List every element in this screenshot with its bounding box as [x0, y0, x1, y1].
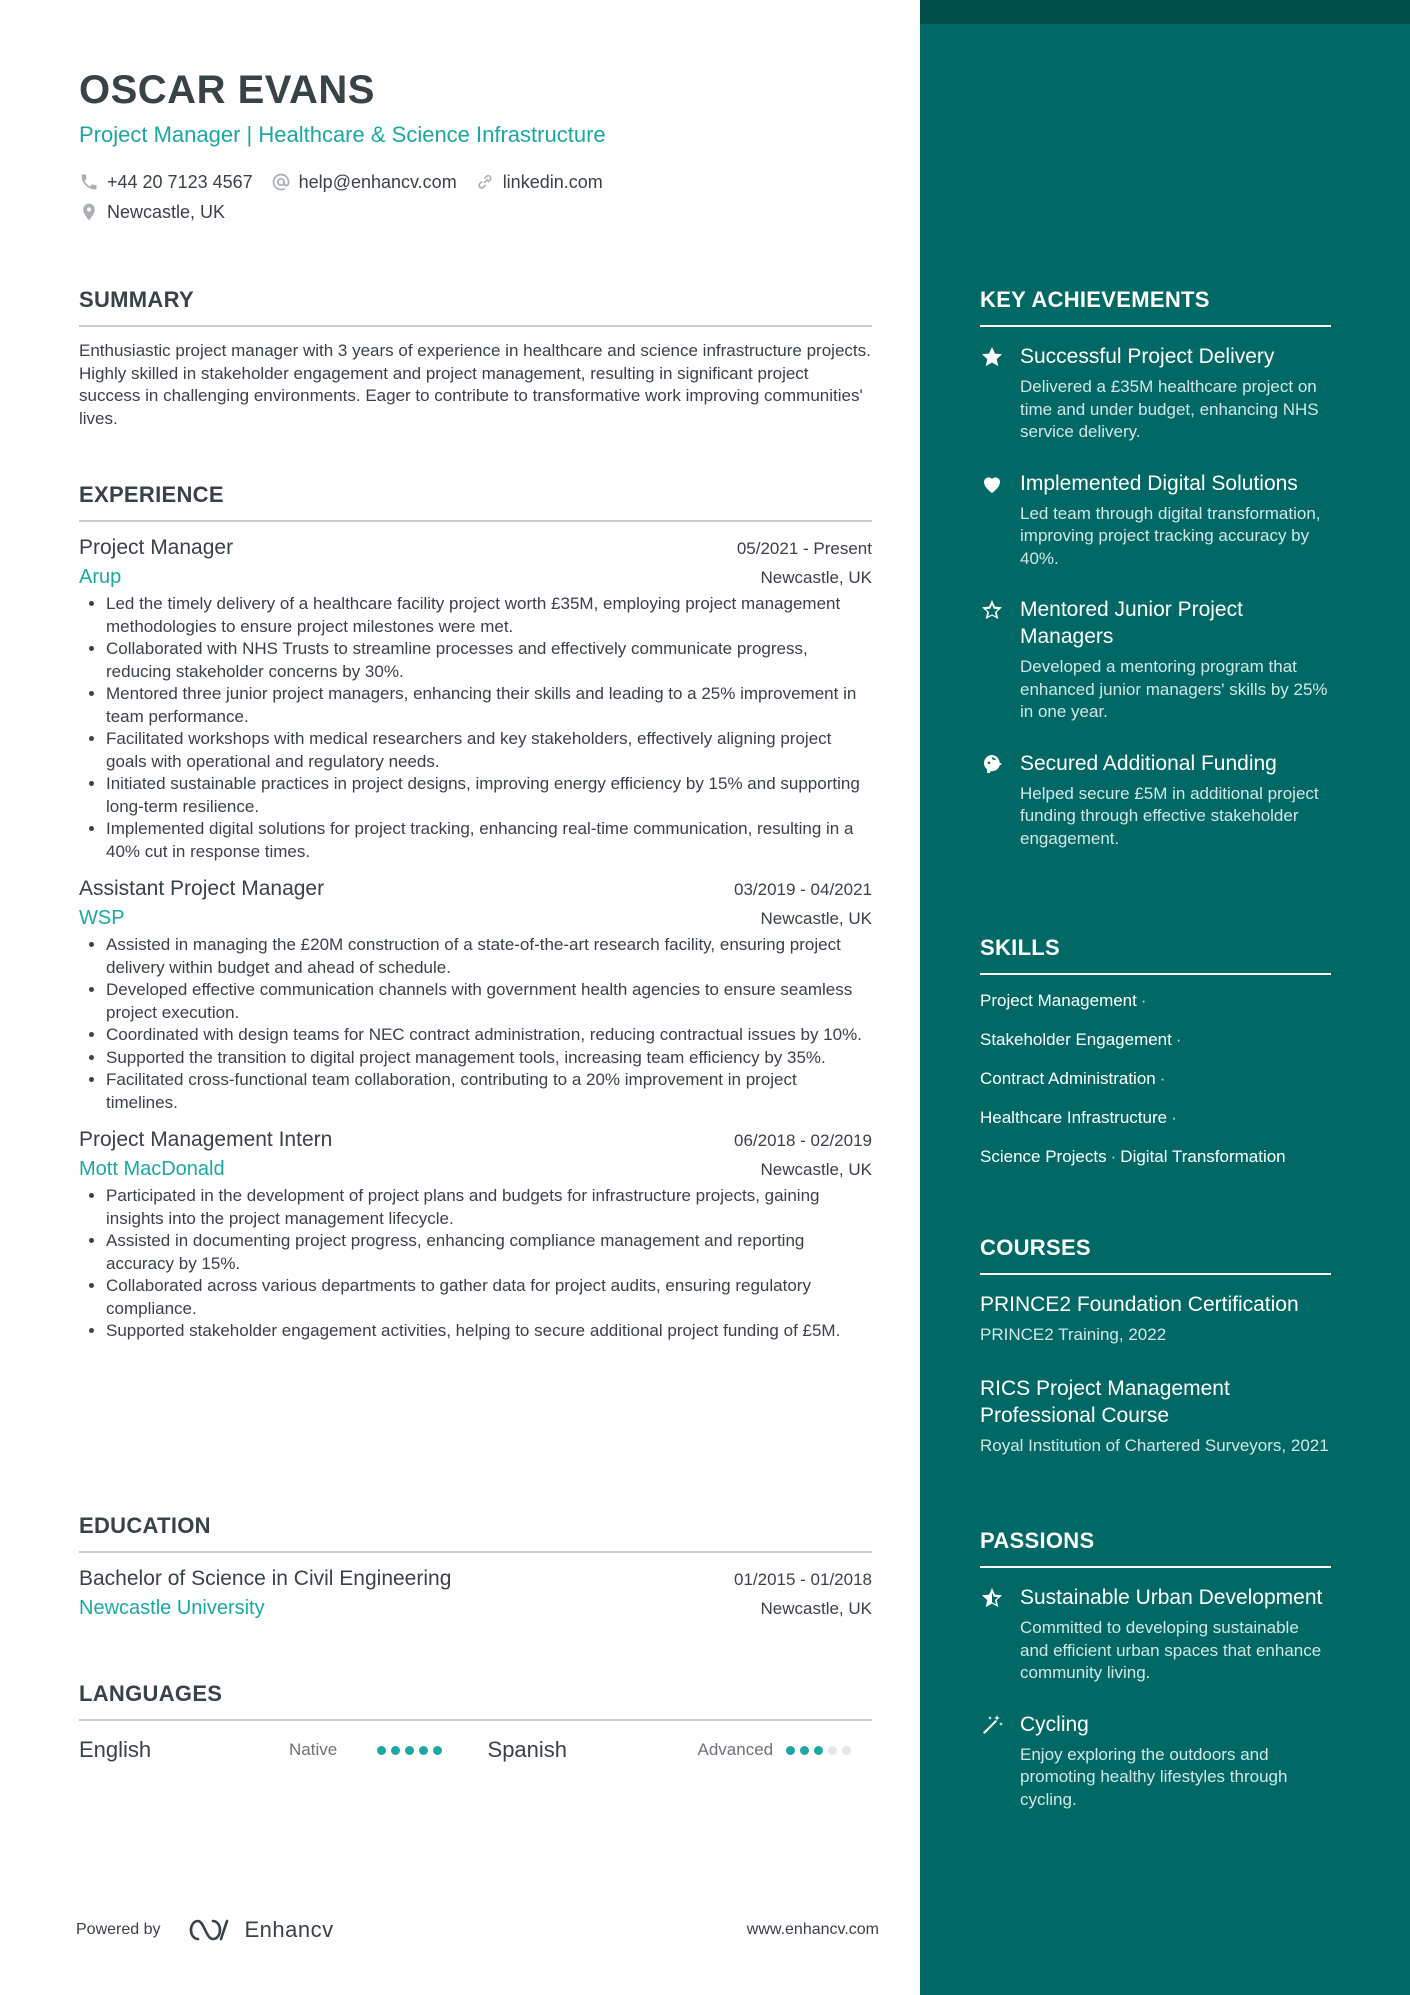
contact-info	[79, 170, 872, 230]
job-location: Newcastle, UK	[760, 909, 872, 928]
passion-item	[980, 1711, 1331, 1812]
job-location: Newcastle, UK	[760, 1160, 872, 1179]
bullet-item: • Supported stakeholder engagement activities, helping to secure additional project funding of £5M.	[106, 1320, 872, 1343]
job-bullets	[79, 934, 872, 1114]
bullet-item: • Collaborated with NHS Trusts to streamline processes and effectively communicate progress, reducing stakeholder concerns by 30%.	[106, 638, 872, 683]
proficiency-dot	[391, 1746, 400, 1755]
passion-title: Cycling	[1020, 1712, 1089, 1736]
job-title: Project Manager	[79, 536, 234, 559]
bullet-item: • Participated in the development of project plans and budgets for infrastructure projects, gaining insights into the project management lifecycle.	[106, 1185, 872, 1230]
proficiency-dot	[842, 1746, 851, 1755]
degree-title: Bachelor of Science in Civil Engineering	[79, 1567, 452, 1590]
achievement-description: Helped secure £5M in additional project funding through effective stakeholder engagement.	[1020, 783, 1319, 848]
skill-item: Science Projects	[980, 1147, 1107, 1166]
education-dates: 01/2015 - 01/2018	[733, 1570, 872, 1589]
candidate-title: Project Manager | Healthcare & Science Infrastructure	[79, 122, 606, 147]
job-dates: 05/2021 - Present	[736, 539, 872, 558]
phone-icon	[79, 172, 99, 192]
languages-section	[79, 1681, 872, 1765]
enhancv-logo[interactable]	[187, 1917, 334, 1943]
bullet-item: • Developed effective communication channels with government health agencies to ensure seamless project execution.	[106, 979, 872, 1024]
language-name: English	[79, 1737, 152, 1762]
proficiency-dot	[419, 1746, 428, 1755]
job-entry	[79, 877, 872, 1114]
achievement-item	[980, 470, 1331, 571]
link-icon	[475, 172, 495, 192]
course-provider: PRINCE2 Training, 2022	[980, 1325, 1167, 1344]
job-title: Project Management Intern	[79, 1128, 333, 1151]
job-entry	[79, 536, 872, 863]
bullet-item: • Facilitated workshops with medical researchers and key stakeholders, effectively aligning project goals with operational and regulatory needs.	[106, 728, 872, 773]
location-pin-icon	[79, 202, 99, 222]
skill-separator: ·	[1140, 991, 1147, 1010]
passions-heading: PASSIONS	[980, 1528, 1331, 1568]
achievement-description: Delivered a £35M healthcare project on time and under budget, enhancing NHS service delivery.	[1020, 377, 1319, 441]
sidebar	[920, 0, 1410, 1995]
phone-contact[interactable]	[79, 172, 253, 193]
skill-item: Stakeholder Engagement	[980, 1030, 1172, 1049]
bullet-item: • Assisted in managing the £20M construction of a state-of-the-art research facility, ensuring project delivery within budget and ahead of schedule.	[106, 934, 872, 979]
skills-section	[980, 935, 1331, 1186]
bullet-item: • Collaborated across various departments to gather data for project audits, ensuring regulatory compliance.	[106, 1275, 872, 1320]
language-item	[79, 1737, 463, 1763]
proficiency-dot	[377, 1746, 386, 1755]
email-contact[interactable]	[271, 172, 457, 193]
skill-item: Contract Administration	[980, 1069, 1156, 1088]
star-filled-icon	[980, 345, 1004, 369]
job-bullets	[79, 1185, 872, 1343]
education-section	[79, 1513, 872, 1620]
sidebar-top-bar	[920, 0, 1410, 24]
piggy-bank-icon	[980, 752, 1004, 776]
skill-separator: ·	[1171, 1108, 1177, 1127]
summary-heading: SUMMARY	[79, 287, 872, 327]
language-list	[79, 1735, 872, 1765]
phone-text: +44 20 7123 4567	[107, 171, 253, 192]
bullet-item: • Mentored three junior project managers, enhancing their skills and leading to a 25% improvement in team performance.	[106, 683, 872, 728]
education-location: Newcastle, UK	[760, 1599, 872, 1618]
language-name: Spanish	[487, 1737, 568, 1762]
job-entry	[79, 1128, 872, 1343]
achievement-list	[980, 343, 1331, 850]
language-level: Native	[289, 1740, 338, 1759]
heart-icon	[980, 472, 1004, 496]
passion-title: Sustainable Urban Development	[1020, 1586, 1323, 1609]
summary-text: Enthusiastic project manager with 3 years of experience in healthcare and science infrastructure projects. Highly skilled in stakeholder engagement and project management, resulting in significant project success in challenging environments. Eager to contribute to transformative work improving communities' lives.	[79, 341, 871, 428]
achievement-title: Mentored Junior Project Managers	[1020, 598, 1243, 648]
company-name: Arup	[79, 566, 122, 588]
bullet-item: • Led the timely delivery of a healthcare facility project worth £35M, employing project management methodologies to ensure project milestones were met.	[106, 593, 872, 638]
linkedin-contact[interactable]	[475, 172, 603, 193]
bullet-item: • Supported the transition to digital project management tools, increasing team efficiency by 35%.	[106, 1047, 872, 1070]
course-title: PRINCE2 Foundation Certification	[980, 1293, 1299, 1316]
proficiency-dot	[800, 1746, 809, 1755]
job-title: Assistant Project Manager	[79, 877, 325, 900]
location-contact	[79, 202, 225, 223]
skill-list	[980, 991, 1331, 1169]
star-outline-icon	[980, 598, 1004, 622]
job-location: Newcastle, UK	[760, 568, 872, 587]
job-bullets	[79, 593, 872, 863]
experience-section	[79, 482, 872, 1343]
courses-heading: COURSES	[980, 1235, 1331, 1275]
footer	[76, 1915, 879, 1945]
job-dates: 06/2018 - 02/2019	[733, 1131, 872, 1150]
course-provider: Royal Institution of Chartered Surveyors, 2021	[980, 1435, 1329, 1455]
achievement-title: Secured Additional Funding	[1020, 751, 1277, 775]
achievement-description: Led team through digital transformation, improving project tracking accuracy by 40%.	[1020, 503, 1321, 568]
passion-list	[980, 1584, 1331, 1811]
email-text: help@enhancv.com	[298, 171, 457, 192]
bullet-item: • Facilitated cross-functional team collaboration, contributing to a 20% improvement in project timelines.	[106, 1069, 872, 1114]
education-heading: EDUCATION	[79, 1513, 872, 1553]
proficiency-dots	[377, 1746, 442, 1755]
location-text: Newcastle, UK	[107, 201, 226, 222]
summary-section	[79, 287, 872, 430]
bullet-item: • Initiated sustainable practices in project designs, improving energy efficiency by 15% and supporting long-term resilience.	[106, 773, 872, 818]
skill-separator: ·	[1110, 1147, 1117, 1166]
skills-heading: SKILLS	[980, 935, 1331, 975]
enhancv-logo-icon	[187, 1917, 233, 1943]
course-item	[980, 1375, 1331, 1458]
job-dates: 03/2019 - 04/2021	[733, 880, 872, 899]
proficiency-dot	[433, 1746, 442, 1755]
course-title: RICS Project Management Professional Course	[980, 1376, 1230, 1427]
skill-separator: ·	[1159, 1069, 1166, 1088]
bullet-item: • Coordinated with design teams for NEC contract administration, reducing contractual issues by 10%.	[106, 1024, 872, 1047]
proficiency-dot	[786, 1746, 795, 1755]
linkedin-text: linkedin.com	[502, 171, 603, 192]
skill-item: Healthcare Infrastructure	[980, 1108, 1168, 1127]
bullet-item: • Implemented digital solutions for project tracking, enhancing real-time communication, resulting in a 40% cut in response times.	[106, 818, 872, 863]
website-link[interactable]: www.enhancv.com	[746, 1921, 879, 1938]
passion-description: Committed to developing sustainable and efficient urban spaces that enhance community living.	[1020, 1618, 1322, 1682]
passion-item	[980, 1584, 1331, 1685]
magic-wand-icon	[980, 1713, 1004, 1737]
languages-heading: LANGUAGES	[79, 1681, 872, 1721]
courses-section	[980, 1235, 1331, 1457]
school-name: Newcastle University	[79, 1597, 265, 1619]
bullet-item: • Assisted in documenting project progress, enhancing compliance management and reporting accuracy by 15%.	[106, 1230, 872, 1275]
language-item	[488, 1737, 872, 1763]
at-icon	[271, 172, 291, 192]
experience-heading: EXPERIENCE	[79, 482, 872, 522]
course-item	[980, 1291, 1331, 1347]
achievement-description: Developed a mentoring program that enhanced junior managers' skills by 25% in one year.	[1020, 657, 1328, 721]
achievement-item	[980, 596, 1331, 724]
job-list	[79, 536, 872, 1343]
achievement-item	[980, 343, 1331, 444]
company-name: Mott MacDonald	[79, 1158, 225, 1180]
achievement-title: Implemented Digital Solutions	[1020, 471, 1298, 495]
skill-item: Project Management	[980, 991, 1137, 1010]
candidate-name: OSCAR EVANS	[79, 68, 375, 112]
proficiency-dot	[828, 1746, 837, 1755]
achievement-item	[980, 750, 1331, 851]
proficiency-dots	[786, 1746, 851, 1755]
skill-item: Digital Transformation	[1120, 1147, 1286, 1166]
proficiency-dot	[405, 1746, 414, 1755]
passions-section	[980, 1528, 1331, 1811]
achievement-title: Successful Project Delivery	[1020, 345, 1275, 368]
passion-description: Enjoy exploring the outdoors and promoting healthy lifestyles through cycling.	[1020, 1744, 1288, 1809]
skill-separator: ·	[1175, 1030, 1182, 1049]
brand-name: Enhancv	[244, 1917, 334, 1942]
achievements-heading: KEY ACHIEVEMENTS	[980, 287, 1331, 327]
company-name: WSP	[79, 907, 125, 929]
achievements-section	[980, 287, 1331, 850]
star-half-icon	[980, 1586, 1004, 1610]
powered-by-text: Powered by	[76, 1921, 161, 1938]
proficiency-dot	[814, 1746, 823, 1755]
language-level: Advanced	[697, 1740, 774, 1759]
course-list	[980, 1291, 1331, 1457]
